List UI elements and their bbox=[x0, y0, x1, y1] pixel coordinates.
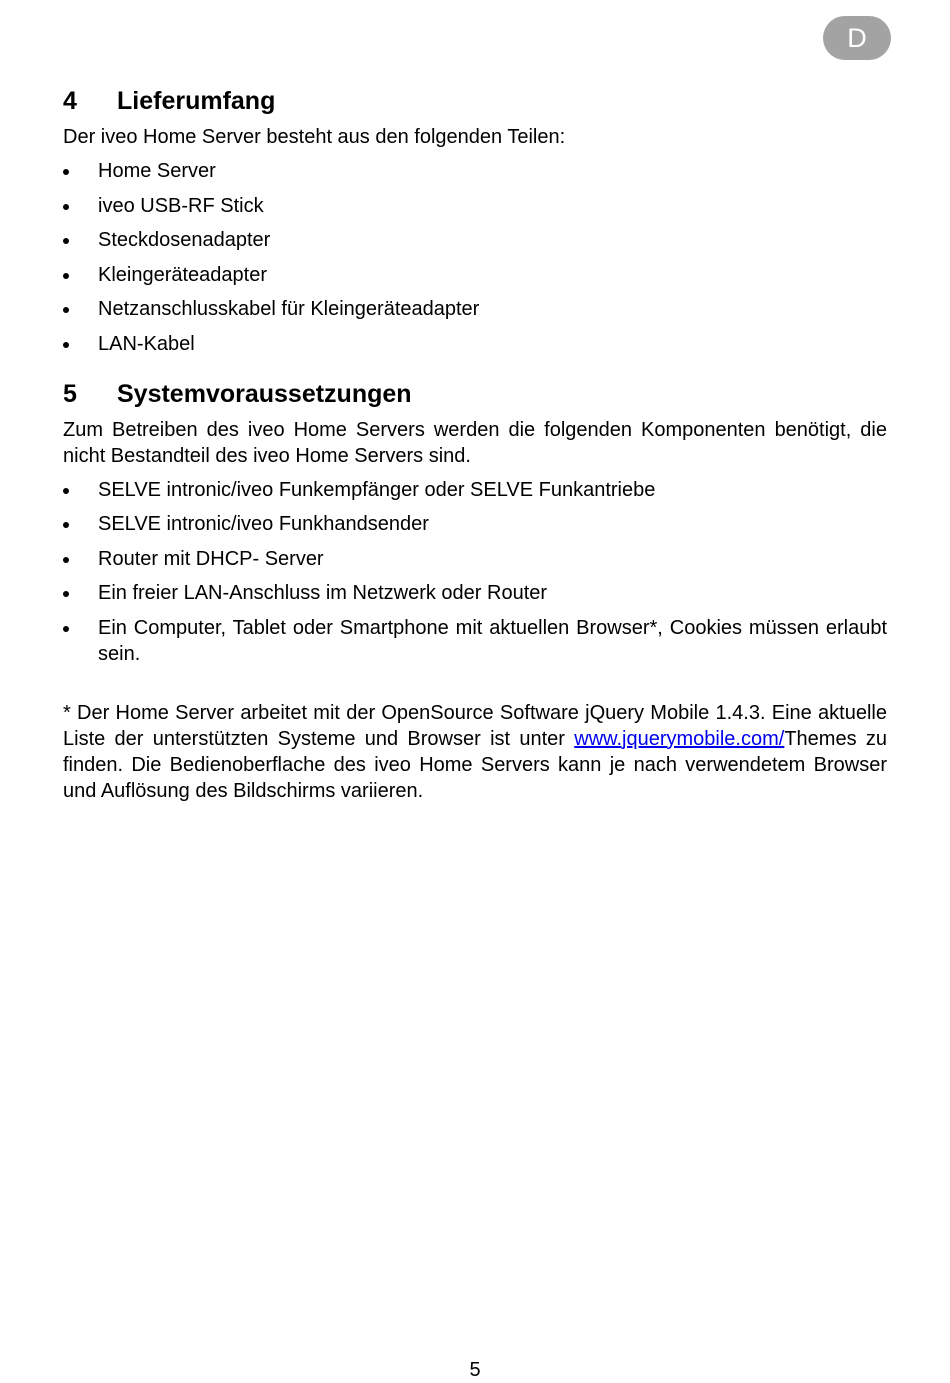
footnote-text-after: Themes zu finden. Die Bedienoberflache des iveo Home Servers kann je nach verwendetem Browser und Auflösung des Bildschirms variieren. bbox=[63, 727, 887, 802]
bullet-icon bbox=[63, 273, 69, 279]
bullet-icon bbox=[63, 626, 69, 632]
jquerymobile-link[interactable]: www.jquerymobile.com/ bbox=[574, 727, 785, 750]
section-4-title: Lieferumfang bbox=[117, 87, 276, 115]
page-content bbox=[63, 84, 887, 804]
bullet-icon bbox=[63, 238, 69, 244]
list-item: Netzanschlusskabel für Kleingeräteadapter bbox=[63, 296, 887, 322]
delivery-list bbox=[63, 158, 887, 357]
list-item: Home Server bbox=[63, 158, 887, 184]
list-item: SELVE intronic/iveo Funkhandsender bbox=[63, 511, 887, 537]
bullet-icon bbox=[63, 591, 69, 597]
bullet-icon bbox=[63, 342, 69, 348]
bullet-icon bbox=[63, 522, 69, 528]
list-item: iveo USB-RF Stick bbox=[63, 193, 887, 219]
section-4-intro: Der iveo Home Server besteht aus den folgenden Teilen: bbox=[63, 126, 566, 148]
list-item: Kleingeräteadapter bbox=[63, 262, 887, 288]
list-item: Ein Computer, Tablet oder Smartphone mit aktuellen Browser*, Cookies müssen erlaubt sein. bbox=[63, 615, 887, 667]
section-4-number: 4 bbox=[63, 87, 77, 115]
section-5-intro: Zum Betreiben des iveo Home Servers werden die folgenden Komponenten benötigt, die nicht Bestandteil des iveo Home Servers sind. bbox=[63, 418, 887, 467]
section-5-number: 5 bbox=[63, 379, 77, 408]
language-badge: D bbox=[823, 16, 891, 60]
list-item: Steckdosenadapter bbox=[63, 227, 887, 253]
bullet-icon bbox=[63, 204, 69, 210]
footnote-text-before: * Der Home Server arbeitet mit der OpenSource Software jQuery Mobile 1.4.3. Eine aktuelle Liste der unterstützten Systeme und Browser ist unter bbox=[63, 701, 887, 750]
list-item: LAN-Kabel bbox=[63, 331, 887, 357]
section-4-heading bbox=[63, 84, 887, 118]
footnote bbox=[63, 700, 887, 804]
section-5-title: Systemvoraussetzungen bbox=[117, 379, 412, 408]
requirements-list bbox=[63, 477, 887, 667]
list-item: SELVE intronic/iveo Funkempfänger oder SELVE Funkantriebe bbox=[63, 477, 887, 503]
bullet-icon bbox=[63, 169, 69, 175]
list-item: Ein freier LAN-Anschluss im Netzwerk oder Router bbox=[63, 580, 887, 606]
list-item: Router mit DHCP- Server bbox=[63, 546, 887, 572]
bullet-icon bbox=[63, 307, 69, 313]
section-5-heading bbox=[63, 377, 887, 411]
page-number: 5 bbox=[469, 1359, 481, 1381]
bullet-icon bbox=[63, 488, 69, 494]
bullet-icon bbox=[63, 557, 69, 563]
